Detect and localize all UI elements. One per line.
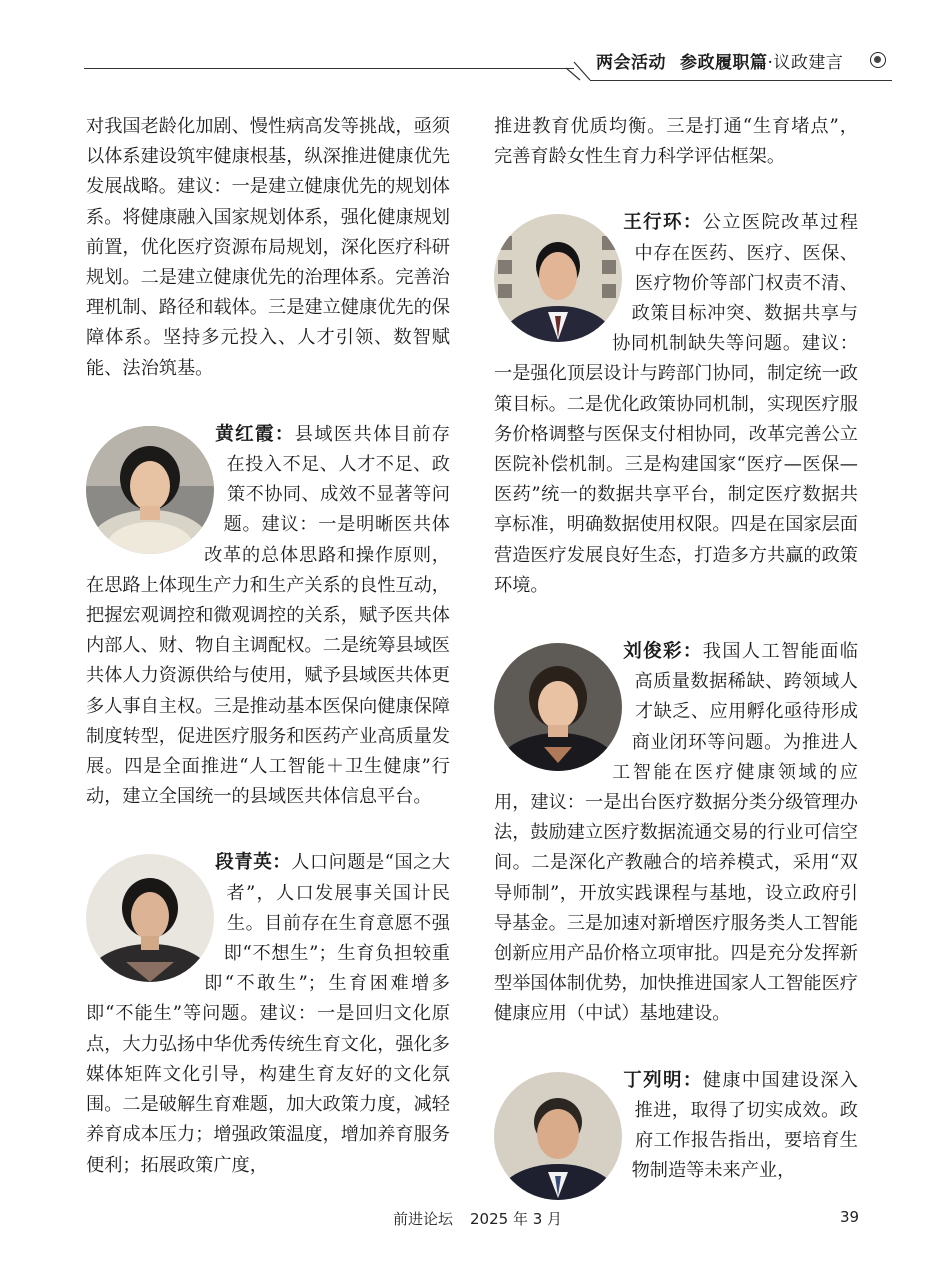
portrait-ding-lieming [494, 1072, 622, 1200]
entry-huang-hongxia [86, 420, 450, 813]
speaker-name: 刘俊彩： [623, 641, 703, 663]
entry-wang-xinghuan [494, 208, 858, 601]
speaker-name: 黄红霞： [215, 423, 295, 445]
entry-duan-qingying [86, 848, 450, 1180]
portrait-wang-xinghuan [494, 214, 622, 342]
speaker-text: 公立医院改革过程中存在医药、医疗、医保、医疗物价等部门权责不清、政策目标冲突、数据共享与协同机制缺失等问题。建议：一是强化顶层设计与跨部门协同，制定统一政策目标。二是优化政策协同机制，实现医疗服务价格调整与医保支付相协同，改革完善公立医院补偿机制。三是构建国家“医疗—医保—医药”统一的数据共享平台，制定医疗数据共享标准，明确数据使用权限。四是在国家层面营造医疗发展良好生态，打造多方共赢的政策环境。 [494, 212, 858, 596]
entry-ding-lieming [494, 1066, 858, 1187]
magazine-name: 前进论坛 [393, 1210, 454, 1228]
header-rule-right [590, 80, 892, 81]
header-section: 两会活动 [596, 53, 666, 73]
header-subsection: 参政履职篇 [680, 53, 768, 73]
issue-date: 2025 年 3 月 [470, 1210, 563, 1228]
portrait-duan-qingying [86, 854, 214, 982]
header-subsection-rest: ·议政建言 [767, 53, 844, 73]
portrait-liu-juncai [494, 643, 622, 771]
speaker-name: 王行环： [623, 212, 703, 234]
speaker-text: 我国人工智能面临高质量数据稀缺、跨领域人才缺乏、应用孵化亟待形成商业闭环等问题。为推进人工智能在医疗健康领域的应用，建议：一是出台医疗数据分类分级管理办法，鼓励建立医疗数据流通交易的行业可信空间。二是深化产教融合的培养模式，采用“双导师制”，开放实践课程与基地，设立政府引导基金。三是加速对新增医疗服务类人工智能创新应用产品价格立项审批。四是充分发挥新型举国体制优势，加快推进国家人工智能医疗健康应用（中试）基地建设。 [494, 641, 858, 1025]
speaker-text: 健康中国建设深入推进，取得了切实成效。政府工作报告指出，要培育生物制造等未来产业， [631, 1069, 858, 1182]
right-intro-paragraph: 推进教育优质均衡。三是打通“生育堵点”，完善育龄女性生育力科学评估框架。 [494, 116, 858, 168]
entry-liu-juncai [494, 637, 858, 1030]
portrait-huang-hongxia [86, 426, 214, 554]
header-rule-left [84, 68, 574, 69]
speaker-name: 段青英： [215, 852, 292, 874]
speaker-name: 丁列明： [623, 1069, 703, 1091]
right-column [494, 112, 858, 1204]
target-circle-icon [870, 52, 886, 68]
page-header [596, 48, 843, 73]
header-rule-slant [566, 60, 592, 82]
left-intro-paragraph: 对我国老龄化加剧、慢性病高发等挑战，亟须以体系建设筑牢健康根基，纵深推进健康优先发展战略。建议：一是建立健康优先的规划体系。将健康融入国家规划体系，强化健康规划前置，优化医疗资源布局规划，深化医疗科研规划。二是建立健康优先的治理体系。完善治理机制、路径和载体。三是建立健康优先的保障体系。坚持多元投入、人才引领、数智赋能、法治筑基。 [86, 116, 450, 379]
page-number: 39 [840, 1208, 860, 1226]
speaker-text: 人口问题是“国之大者”，人口发展事关国计民生。目前存在生育意愿不强即“不想生”；生育负担较重即“不敢生”；生育困难增多即“不能生”等问题。建议：一是回归文化原点，大力弘扬中华优秀传统生育文化，强化多媒体矩阵文化引导，构建生育友好的文化氛围。二是破解生育难题，加大政策力度，减轻养育成本压力；增强政策温度，增加养育服务便利；拓展政策广度， [86, 852, 450, 1176]
left-column [86, 112, 450, 1181]
speaker-text: 县域医共体目前存在投入不足、人才不足、政策不协同、成效不显著等问题。建议：一是明晰医共体改革的总体思路和操作原则，在思路上体现生产力和生产关系的良性互动，把握宏观调控和微观调控的关系，赋予医共体内部人、财、物自主调配权。二是统筹县域医共体人力资源供给与使用，赋予县域医共体更多人事自主权。三是推动基本医保向健康保障制度转型，促进医疗服务和医药产业高质量发展。四是全面推进“人工智能＋卫生健康”行动，建立全国统一的县域医共体信息平台。 [86, 423, 450, 808]
